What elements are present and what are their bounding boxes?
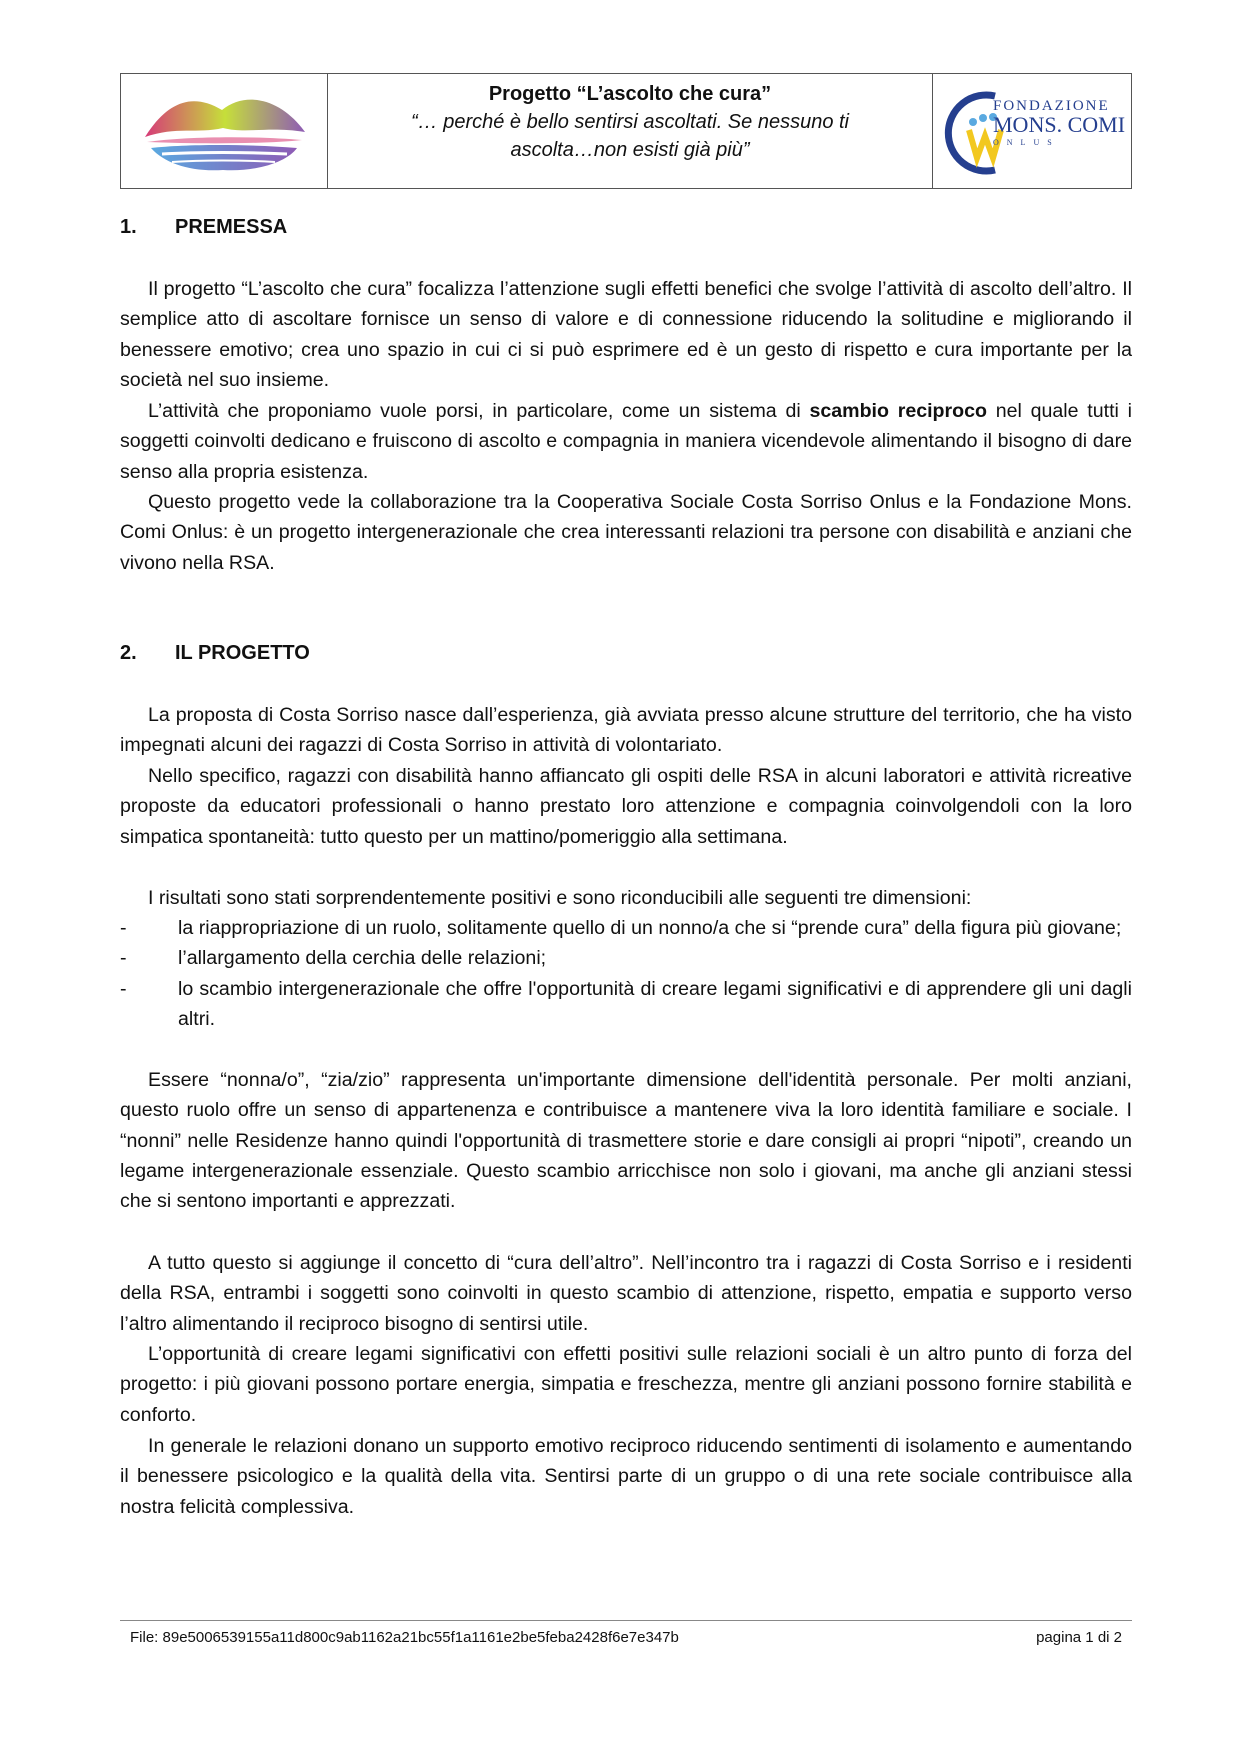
paragraph-progetto-3: I risultati sono stati sorprendentemente positivi e sono riconducibili alle seguenti tre dimensioni: <box>148 887 972 909</box>
list-item-text: la riappropriazione di un ruolo, solitamente quello di un nonno/a che si “prende cura” della figura più giovane; <box>178 917 1122 939</box>
list-dash: - <box>120 977 127 1000</box>
document-subtitle-line1: “… perché è bello sentirsi ascoltati. Se nessuno ti <box>411 111 849 133</box>
list-dash: - <box>120 947 127 970</box>
section-number: 2. <box>120 642 137 664</box>
paragraph-premessa-1: Il progetto “L’ascolto che cura” focalizza l’attenzione sugli effetti benefici che svolge l’attività di ascolto dell’altro. Il semplice atto di ascoltare fornisce un senso di valore e di connessione riducendo la solitudine e migliorando il benessere emotivo; crea uno spazio in cui ci si può esprimere ed è un gesto di rispetto e cura importante per la società nel suo insieme. <box>120 278 1132 391</box>
logo-text-fondazione: FONDAZIONE <box>993 98 1110 114</box>
list-item-text: l’allargamento della cerchia delle relazioni; <box>178 947 547 970</box>
paragraph-progetto-5: A tutto questo si aggiunge il concetto di “cura dell’altro”. Nell’incontro tra i ragazzi di Costa Sorriso e i residenti della RSA, entrambi i soggetti sono coinvolti in questo scambio di attenzione, rispetto, empatia e supporto verso l’altro alimentando il reciproco bisogno di sentirsi utile. <box>120 1252 1132 1335</box>
footer-page-number: pagina 1 di 2 <box>1036 1629 1122 1646</box>
paragraph-progetto-7: In generale le relazioni donano un supporto emotivo reciproco riducendo sentimenti di isolamento e aumentando il benessere psicologico e la qualità della vita. Sentirsi parte di un gruppo o di una rete sociale contribuisce alla nostra felicità complessiva. <box>120 1435 1132 1518</box>
page-footer <box>130 1628 1122 1648</box>
logo-text-onlus: ONLUS <box>993 138 1060 147</box>
paragraph-text: nel quale tutti i soggetti coinvolti dedicano e fruiscono di ascolto e compagnia in maniera vicendevole alimentando il bisogno di dare senso alla propria esistenza. <box>120 400 1132 483</box>
logo-text-mons-comi: MONS. COMI <box>993 112 1126 137</box>
section-heading-premessa <box>120 213 287 241</box>
footer-divider <box>120 1620 1132 1621</box>
paragraph-premessa-2 <box>120 396 1132 487</box>
paragraph-progetto-1: La proposta di Costa Sorriso nasce dall’esperienza, già avviata presso alcune strutture del territorio, che ha visto impegnati alcuni dei ragazzi di Costa Sorriso in attività di volontariato. <box>120 704 1132 757</box>
section-number: 1. <box>120 216 137 238</box>
header-title-cell <box>328 74 933 188</box>
section-heading-il-progetto <box>120 639 310 667</box>
document-title: Progetto “L’ascolto che cura” <box>488 83 772 105</box>
section-title: IL PROGETTO <box>175 642 310 664</box>
dimensions-list <box>120 913 1132 1034</box>
paragraph-progetto-2: Nello specifico, ragazzi con disabilità hanno affiancato gli ospiti delle RSA in alcuni laboratori e attività ricreative proposte da educatori professionali o hanno prestato loro attenzione e compagnia coinvolgendoli con la loro simpatica spontaneità: tutto questo per un mattino/pomeriggio alla settimana. <box>120 765 1132 848</box>
paragraph-progetto-6: L’opportunità di creare legami significativi con effetti positivi sulle relazioni sociali è un altro punto di forza del progetto: i più giovani possono portare energia, simpatia e freschezza, mentre gli anziani possono fornire stabilità e conforto. <box>120 1343 1132 1426</box>
header-foundation-cell <box>933 74 1131 188</box>
section-title: PREMESSA <box>175 216 288 238</box>
lips-logo-icon <box>137 82 312 182</box>
footer-file-id: File: 89e5006539155a11d800c9ab1162a21bc55f1a1161e2be5feba2428f6e7e347b <box>130 1629 679 1646</box>
list-dash: - <box>120 917 127 939</box>
paragraph-premessa-3: Questo progetto vede la collaborazione tra la Cooperativa Sociale Costa Sorriso Onlus e la Fondazione Mons. Comi Onlus: è un progetto intergenerazionale che crea interessanti relazioni tra persone con disabilità e anziani che vivono nella RSA. <box>120 491 1132 574</box>
list-item-text: lo scambio intergenerazionale che offre l'opportunità di creare legami significativi e di apprendere gli uni dagli altri. <box>178 977 1132 1030</box>
list-item <box>120 943 1132 973</box>
header-logo-cell <box>121 74 328 188</box>
paragraph-progetto-4: Essere “nonna/o”, “zia/zio” rappresenta un'importante dimensione dell'identità personale. Per molti anziani, questo ruolo offre un senso di appartenenza e contribuisce a mantenere viva la loro identità familiare e sociale. I “nonni” nelle Residenze hanno quindi l'opportunità di trasmettere storie e dare consigli ai propri “nipoti”, creando un legame intergenerazionale essenziale. Questo scambio arricchisce non solo i giovani, ma anche gli anziani stessi che si sentono importanti e apprezzati. <box>120 1069 1132 1213</box>
document-subtitle-line2: ascolta…non esisti già più” <box>510 139 750 161</box>
bold-phrase-scambio-reciproco: scambio reciproco <box>809 400 987 422</box>
list-item <box>120 974 1132 1035</box>
paragraph-text: L’attività che proponiamo vuole porsi, in particolare, come un sistema di <box>148 400 810 422</box>
header-table <box>120 73 1132 189</box>
list-item <box>120 913 1132 943</box>
